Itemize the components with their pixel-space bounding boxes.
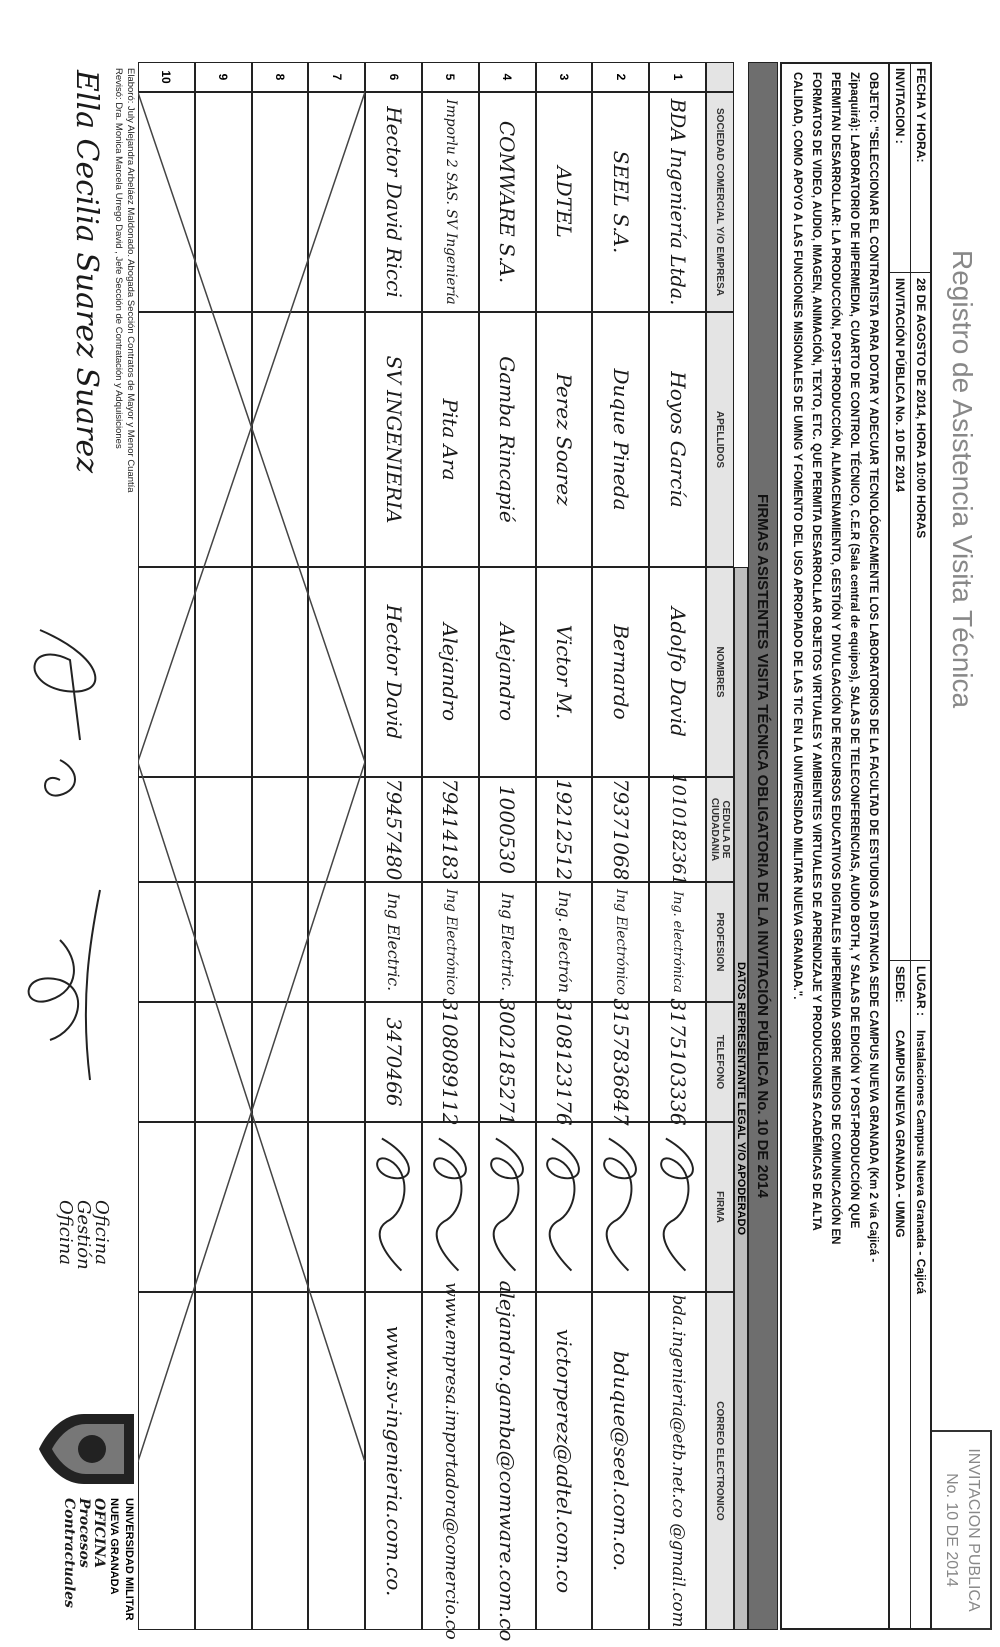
cell-cedula: 1010182361 [649, 777, 706, 882]
cell-apellidos: Hoyos García [649, 312, 706, 567]
objeto-line: Zipaquirá): LABORATORIO DE HIPERMEDIA, CUARTO DE CONTROL TÉCNICO, C.E.R (Sala central de equipos), SALAS DE TELECONFERENCIAS, AUDIO BOTH, Y SALAS DE EDICIÓN Y POST-PRODUCCIÓN QUE [848, 72, 860, 1229]
cell-empresa: ADTEL [536, 92, 593, 312]
page-title: Registro de Asistencia Visita Técnica [947, 250, 978, 709]
cell-profesion: Ing Electrónico [422, 882, 479, 1002]
objeto-line: FORMATOS DE VIDEO, AUDIO, IMAGEN, ANIMACIÓN, TEXTO, ETC. QUE PERMITA DESARROLLAR OBJETOS VIRTUALES Y AMBIENTES VIRTUALES DE APRENDIZAJE Y PRODUCCIONES ACADÉMICAS DE ALTA [810, 72, 822, 1231]
signature-mark [366, 1123, 421, 1291]
note-line: Oficina [91, 1200, 112, 1265]
table-row [536, 62, 593, 1630]
column-header-correo: CORREO ELECTRONICO [706, 1292, 734, 1630]
cell-empresa: BDA Ingeniería Ltda. [649, 92, 706, 312]
cell-num: 5 [422, 62, 479, 92]
elaboro-note: Elaboró: July Alejandra Arbeláez Maldonado. Abogada Sección Contratos de Mayor y Menor Cuantía [125, 68, 136, 493]
objeto-line: CALIDAD, COMO APOYO A LAS FUNCIONES MISIONALES DE UMNG Y FOMENTO DEL USO APROPIADO DE LAS TIC EN LA UNIVERSIDAD MILITAR NUEVA GRANADA.". [791, 72, 803, 1000]
reviso-note: Revisó: Dra. Monica Marcela Urrego David , Jefe Sección de Contratación y Adquisiciones [113, 68, 124, 449]
table-row [422, 62, 479, 1640]
signature-mark [537, 1123, 592, 1291]
cell-telefono: 3108123176 [536, 1002, 593, 1122]
sede-value: CAMPUS NUEVA GRANADA - UMNG [893, 1030, 907, 1238]
group-header: DATOS REPRESENTANTE LEGAL Y/O APODERADO [734, 567, 748, 1630]
cell-telefono: 3175103336 [649, 1002, 706, 1122]
cell-profesion: Ing Electric. [479, 882, 536, 1002]
cell-empresa: Imporlu 2 SAS. SV Ingeniería [422, 92, 479, 312]
cell-telefono: 3470466 [365, 1002, 422, 1122]
cell-num: 8 [252, 62, 309, 92]
column-header-profesion: PROFESION [706, 882, 734, 1002]
cell-apellidos: Perez Soarez [536, 312, 593, 567]
objeto-line: OBJETO: "SELECCIONAR EL CONTRATISTA PARA DOTAR Y ADECUAR TECNOLÓGICAMENTE LOS LABORATORIOS DE LA FACULTAD DE ESTUDIOS A DISTANCIA SEDE CAMPUS NUEVA GRANADA (Km 2 vía Cajicá - [867, 72, 879, 1263]
footer-signature-1 [10, 620, 120, 880]
cell-nombres: Victor M. [536, 567, 593, 777]
signature-mark [593, 1123, 648, 1291]
note-line: Gestión [73, 1200, 94, 1270]
cell-firma [592, 1122, 649, 1292]
cell-apellidos: SV INGENIERIA [365, 312, 422, 567]
column-header-telefono: TELEFONO [706, 1002, 734, 1122]
crossed-out-rows [138, 62, 365, 1630]
column-header-firma: FIRMA [706, 1122, 734, 1292]
table-title: FIRMAS ASISTENTES VISITA TÉCNICA OBLIGATORIA DE LA INVITACIÓN PÚBLICA No. 10 DE 2014 [748, 62, 778, 1630]
cell-nombres: Bernardo [592, 567, 649, 777]
cell-telefono: 3002185271 [479, 1002, 536, 1122]
cell-nombres: Adolfo David [649, 567, 706, 777]
cell-firma [536, 1122, 593, 1292]
cell-correo: bduque@seel.com.co. [592, 1292, 649, 1630]
invitacion-value: INVITACIÓN PÚBLICA No. 10 DE 2014 [893, 278, 907, 493]
university-stamp [4, 1398, 154, 1638]
cell-correo: www.empresa.importadora@comercio.co [422, 1292, 479, 1630]
cell-apellidos: Gamba Rincapié [479, 312, 536, 567]
cell-num: 10 [138, 62, 195, 92]
table-row [592, 62, 649, 1630]
cell-firma [422, 1122, 479, 1292]
cell-apellidos: Pita Ara [422, 312, 479, 567]
cell-nombres: Alejandro [479, 567, 536, 777]
column-header-cedula: CEDULA DE CIUDADANIA [706, 777, 734, 882]
stamp-text [61, 1498, 136, 1638]
cell-cedula: 79371068 [592, 777, 649, 882]
cell-num: 9 [195, 62, 252, 92]
cell-cedula: 79457480 [365, 777, 422, 882]
cell-firma [649, 1122, 706, 1292]
table-row [365, 62, 422, 1630]
cell-apellidos: Duque Pineda [592, 312, 649, 567]
signer-name: Ella Cecilia Suarez Suarez [69, 70, 104, 474]
stamp-line: UNIVERSIDAD MILITAR [123, 1498, 135, 1621]
shield-icon [34, 1404, 144, 1494]
cell-nombres: Hector David [365, 567, 422, 777]
stamp-line: OFICINA [91, 1498, 107, 1569]
table-row [649, 62, 706, 1630]
cell-num: 6 [365, 62, 422, 92]
objeto-line: PERMITAN DESARROLLAR: LA PRODUCCIÓN, POST-PRODUCCIÓN, ALMACENAMIENTO, GESTIÓN Y DIVULGACIÓN DE RECURSOS EDUCATIVOS DIGITALES HIPERMEDIA SOBRE MEDIOS DE COMUNICACIÓN EN [829, 72, 841, 1245]
cell-firma [365, 1122, 422, 1292]
cell-correo: bda.ingenieria@etb.net.co @gmail.com [649, 1292, 706, 1630]
fecha-value: 28 DE AGOSTO DE 2014, HORA 10:00 HORAS [914, 278, 928, 539]
table-row [479, 62, 536, 1642]
fecha-label: FECHA Y HORA: [914, 68, 928, 163]
note-line: Oficina [55, 1200, 76, 1265]
column-header-empresa: SOCIEDAD COMERCIAL Y/O EMPRESA [706, 92, 734, 312]
invitacion-label: INVITACION : [893, 68, 907, 144]
cell-cedula: 1000530 [479, 777, 536, 882]
cell-profesion: Ing. electrón [536, 882, 593, 1002]
column-header-apellidos: APELLIDOS [706, 312, 734, 567]
cell-cedula: 19212512 [536, 777, 593, 882]
cell-correo: victorperez@adtel.com.co [536, 1292, 593, 1630]
signature-mark [650, 1123, 705, 1291]
cell-num: 7 [308, 62, 365, 92]
lugar-label: LUGAR : [914, 966, 928, 1016]
cell-telefono: 3108089112 [422, 1002, 479, 1122]
invitation-number-box: INVITACION PUBLICA No. 10 DE 2014 [930, 1430, 992, 1630]
cell-num: 3 [536, 62, 593, 92]
cell-num: 1 [649, 62, 706, 92]
cell-num: 4 [479, 62, 536, 92]
attendance-table [138, 62, 778, 1642]
cell-profesion: Ing Electrónico [592, 882, 649, 1002]
cell-empresa: SEEL S.A. [592, 92, 649, 312]
signature-mark [423, 1123, 478, 1291]
cell-correo: alejandro.gamba@comware.com.co [479, 1292, 536, 1630]
cell-correo: www.sv-ingenieria.com.co. [365, 1292, 422, 1630]
cell-empresa: Hector David Ricci [365, 92, 422, 312]
objeto-block [780, 62, 888, 1630]
cell-num: 2 [592, 62, 649, 92]
cell-cedula: 79414183 [422, 777, 479, 882]
cell-profesion: Ing Electric. [365, 882, 422, 1002]
column-header-num [706, 62, 734, 92]
lugar-value: Instalaciones Campus Nueva Granada - Cajicá [914, 1030, 928, 1295]
stamp-line: Procesos Contractuales [61, 1498, 92, 1608]
cell-empresa: COMWARE S.A. [479, 92, 536, 312]
cell-telefono: 3157836847 [592, 1002, 649, 1122]
signature-mark [480, 1123, 535, 1291]
sede-label: SEDE: [893, 966, 907, 1003]
cell-firma [479, 1122, 536, 1292]
stamp-line: NUEVA GRANADA [108, 1498, 120, 1595]
cell-nombres: Alejandro [422, 567, 479, 777]
column-header-nombres: NOMBRES [706, 567, 734, 777]
footer-signature-2 [10, 880, 120, 1140]
cell-profesion: Ing. electrónica [649, 882, 706, 1002]
footer-handwritten-notes [56, 1200, 110, 1270]
